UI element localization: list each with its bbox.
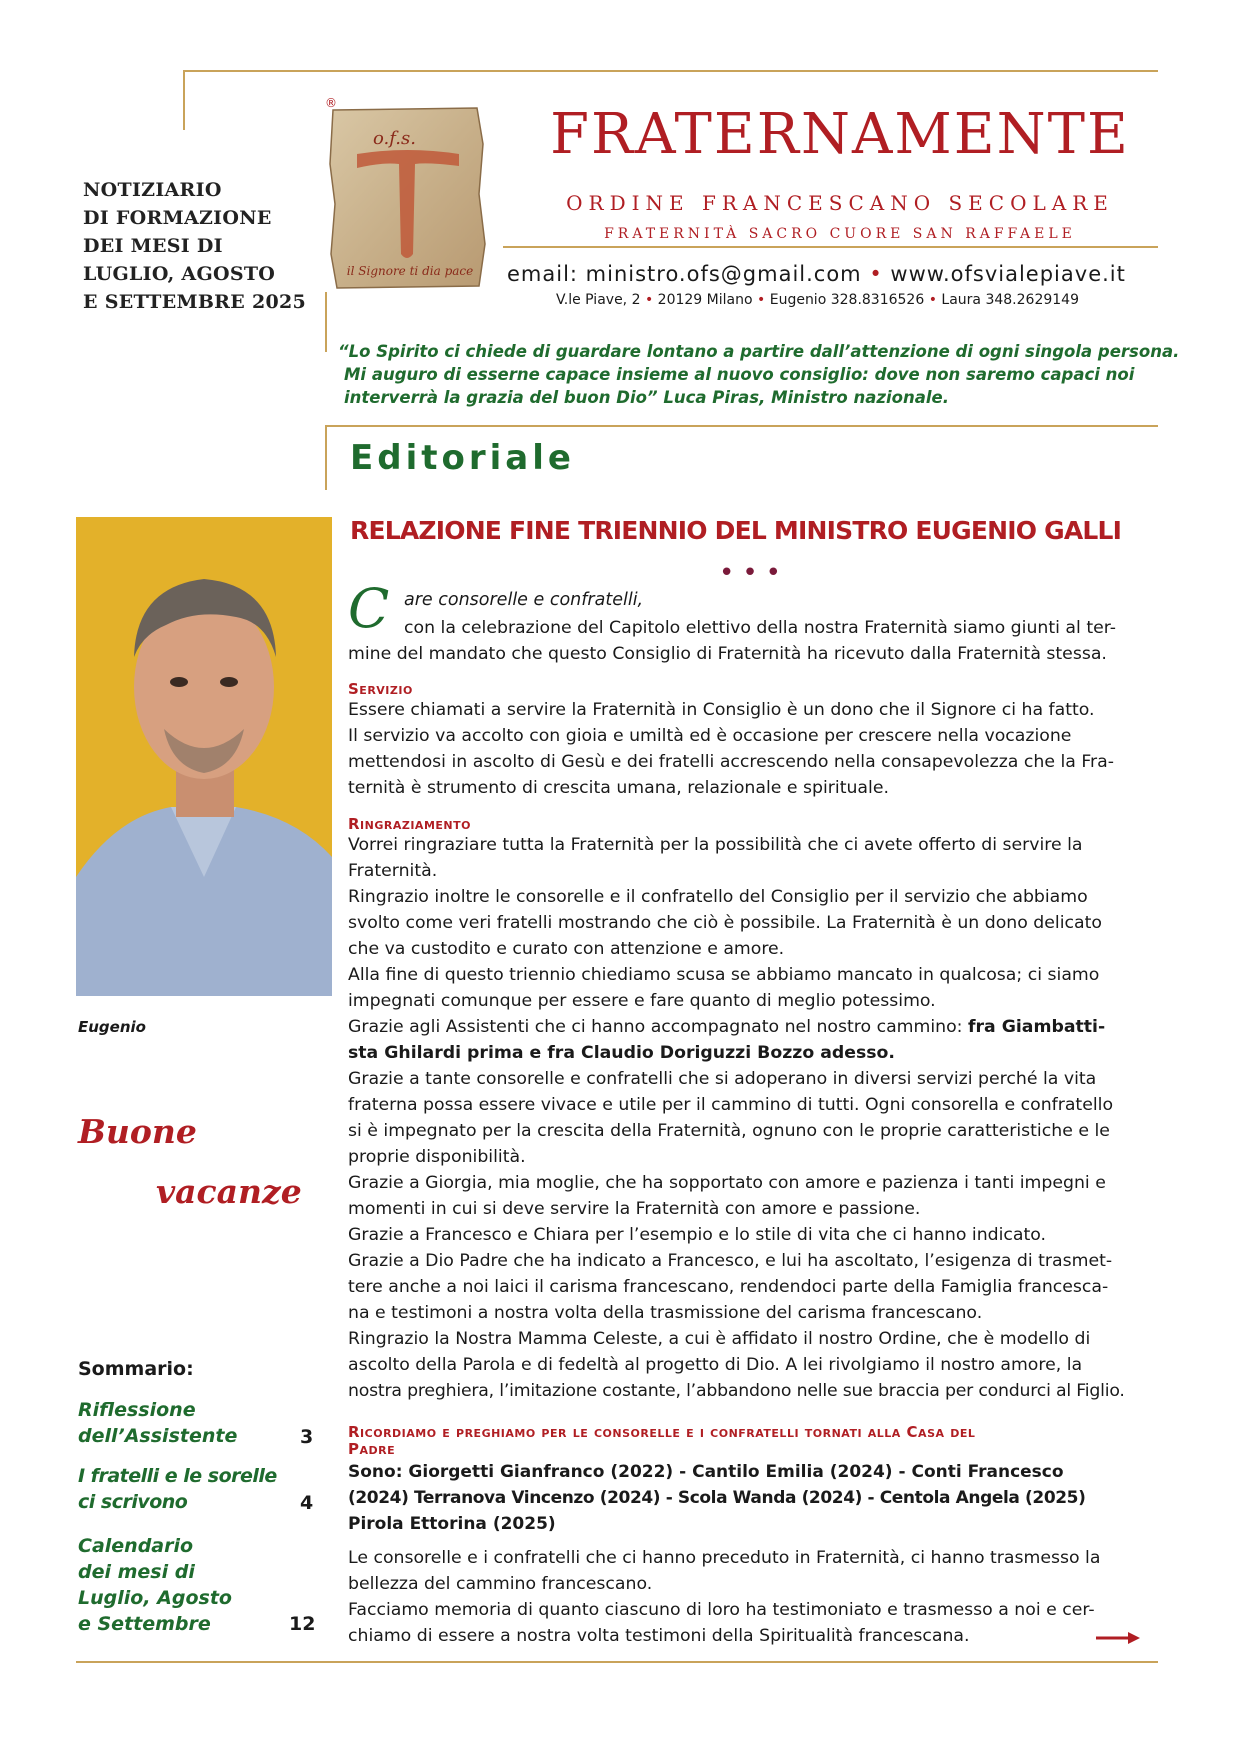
issue-info-line: LUGLIO, AGOSTO (83, 263, 276, 285)
text-line: Fraternità. (348, 861, 438, 881)
text-line: chiamo di essere a nostra volta testimoni della Spiritualità francescana. (348, 1626, 970, 1646)
logo-bottom-text: il Signore ti dia pace (346, 264, 474, 278)
text-line: bellezza del cammino francescano. (348, 1574, 653, 1594)
article-title: RELAZIONE FINE TRIENNIO DEL MINISTRO EUGENIO GALLI (350, 516, 1122, 545)
names-line: Sono: Giorgetti Gianfranco (2022) - Cantilo Emilia (2024) - Conti Francesco (348, 1462, 1064, 1482)
text-line: ternità è strumento di crescita umana, relazionale e spirituale. (348, 778, 889, 798)
title-underline-rule (503, 246, 1158, 248)
quote-line: Mi auguro di esserne capace insieme al nuovo consiglio: dove non saremo capaci noi (344, 365, 1135, 384)
sommario-page-number: 3 (300, 1426, 314, 1448)
order-name: ORDINE FRANCESCANO SECOLARE (566, 191, 1114, 215)
editoriale-left-rule (325, 425, 327, 490)
issue-info-line: DI FORMAZIONE (83, 207, 272, 229)
text-line: Grazie a Giorgia, mia moglie, che ha sopportato con amore e pazienza i tanti impegni e (348, 1173, 1106, 1193)
separator-dot: • (928, 292, 942, 308)
quote-line: “Lo Spirito ci chiede di guardare lontano a partire dall’attenzione di ogni singola persona. (338, 342, 1180, 361)
newsletter-title: FRATERNAMENTE (550, 102, 1130, 167)
sommario-item-line: Luglio, Agosto (78, 1587, 232, 1609)
text-line: Grazie a Dio Padre che ha indicato a Francesco, e lui ha ascoltato, l’esigenza di trasmet- (348, 1251, 1113, 1271)
text-line (348, 1014, 1148, 1040)
issue-info (83, 176, 307, 316)
separator-dot: • (644, 292, 658, 308)
opening-quote (338, 340, 1180, 409)
assistenti-names: fra Giambatti- (967, 1017, 1106, 1037)
memoria-heading-line: Padre (348, 1440, 396, 1458)
text-line: Essere chiamati a servire la Fraternità in Consiglio è un dono che il Signore ci ha fatto. (348, 700, 1095, 720)
separator-dot: • (757, 292, 770, 308)
greeting-line-2: vacanze (156, 1172, 302, 1211)
names-line: (2024) Terranova Vincenzo (2024) - Scola Wanda (2024) - Centola Angela (2025) (348, 1488, 1086, 1508)
text-line (348, 1040, 1148, 1066)
text-line: momenti in cui si deve servire la Fraternità con amore e passione. (348, 1199, 921, 1219)
ringraziamento-paragraph (348, 832, 1148, 1404)
footer-rule (76, 1661, 1158, 1663)
fraternity-name: FRATERNITÀ SACRO CUORE SAN RAFFAELE (604, 226, 1076, 242)
website-link[interactable]: www.ofsvialepiave.it (890, 262, 1126, 286)
text-line: na e testimoni a nostra volta della trasmissione del carisma francescano. (348, 1303, 983, 1323)
arrow-right-icon[interactable] (1096, 1630, 1140, 1644)
memoria-heading-line: Ricordiamo e preghiamo per le consorelle e i confratelli tornati alla Casa del (348, 1423, 976, 1441)
text-line: fraterna possa essere vivace e utile per il cammino di tutti. Ogni consorella e confratello (348, 1095, 1114, 1115)
contacts-line (507, 262, 1187, 286)
address-city: 20129 Milano (657, 292, 753, 308)
header-left-rule (183, 70, 185, 130)
section-heading-memoria (348, 1424, 1148, 1458)
text-line: nostra preghiera, l’imitazione costante, l’abbandono nelle sue braccia per condurci al Figlio. (348, 1381, 1125, 1401)
sommario-page-number: 4 (300, 1492, 314, 1514)
issue-info-line: NOTIZIARIO (83, 179, 222, 201)
email-link[interactable]: email: ministro.ofs@gmail.com (507, 262, 862, 286)
memoria-names (348, 1459, 1148, 1537)
intro-paragraph (348, 615, 1148, 667)
text-line: mine del mandato che questo Consiglio di Fraternità ha ricevuto dalla Fraternità stessa. (348, 644, 1107, 664)
author-photo (76, 517, 332, 996)
phone-laura: Laura 348.2629149 (941, 292, 1079, 308)
phone-eugenio: Eugenio 328.8316526 (769, 292, 925, 308)
text-line: Le consorelle e i confratelli che ci hanno preceduto in Fraternità, ci hanno trasmesso la (348, 1548, 1101, 1568)
text-line: con la celebrazione del Capitolo elettivo della nostra Fraternità siamo giunti al ter- (404, 618, 1116, 638)
logo-top-text: o.f.s. (373, 128, 416, 149)
assistenti-text: Grazie agli Assistenti che ci hanno accompagnato nel nostro cammino: (348, 1017, 968, 1037)
quote-left-rule (325, 292, 327, 352)
text-line: Vorrei ringraziare tutta la Fraternità per la possibilità che ci avete offerto di servire la (348, 835, 1083, 855)
sommario-item-line: ci scrivono (78, 1491, 188, 1513)
text-line: Alla fine di questo triennio chiediamo scusa se abbiamo mancato in qualcosa; ci siamo (348, 965, 1100, 985)
address-line (556, 292, 1196, 308)
text-line: ascolto della Parola e di fedeltà al progetto di Dio. A lei rivolgiamo il nostro amore, la (348, 1355, 1083, 1375)
sommario-item[interactable] (78, 1533, 318, 1637)
issue-info-line: E SETTEMBRE 2025 (83, 291, 307, 313)
salutation: are consorelle e confratelli, (404, 590, 644, 610)
sommario-item-line: Riflessione (78, 1399, 196, 1421)
text-line: Il servizio va accolto con gioia e umiltà ed è occasione per crescere nella vocazione (348, 726, 1072, 746)
text-line: mettendosi in ascolto di Gesù e dei fratelli accrescendo nella consapevolezza che la Fra- (348, 752, 1114, 772)
section-heading-ringraziamento: Ringraziamento (348, 815, 471, 833)
issue-info-line: DEI MESI DI (83, 235, 223, 257)
sommario-item[interactable] (78, 1397, 318, 1449)
sommario-item-line: I fratelli e le sorelle (78, 1465, 277, 1487)
greeting-line-1: Buone (78, 1112, 197, 1151)
closing-paragraph (348, 1545, 1148, 1649)
section-title: Editoriale (350, 438, 575, 478)
text-line: Grazie a tante consorelle e confratelli che si adoperano in diversi servizi perché la vita (348, 1069, 1097, 1089)
text-line: che va custodito e curato con attenzione e amore. (348, 939, 785, 959)
photo-caption: Eugenio (78, 1018, 146, 1036)
address-street: V.le Piave, 2 (556, 292, 641, 308)
ofs-logo (325, 96, 487, 290)
quote-bottom-rule (325, 425, 1158, 427)
sommario-item-line: dei mesi di (78, 1561, 195, 1583)
quote-line: interverrà la grazia del buon Dio” Luca Piras, Ministro nazionale. (344, 388, 949, 407)
sommario-item[interactable] (78, 1463, 318, 1515)
header-top-rule (183, 70, 1158, 72)
sommario-item-line: Calendario (78, 1535, 194, 1557)
section-heading-servizio: Servizio (348, 680, 413, 698)
text-line: Ringrazio la Nostra Mamma Celeste, a cui è affidato il nostro Ordine, che è modello di (348, 1329, 1091, 1349)
title-ornament: ••• (719, 558, 790, 588)
text-line: svolto come veri fratelli mostrando che ciò è possibile. La Fraternità è un dono delicato (348, 913, 1102, 933)
sommario-item-line: e Settembre (78, 1613, 211, 1635)
text-line: Ringrazio inoltre le consorelle e il confratello del Consiglio per il servizio che abbiamo (348, 887, 1088, 907)
drop-cap: C (348, 577, 390, 640)
sommario-heading: Sommario: (78, 1358, 194, 1380)
separator-dot: • (869, 262, 891, 286)
sommario-item-line: dell’Assistente (78, 1425, 238, 1447)
text-line: tere anche a noi laici il carisma francescano, rendendoci parte della Famiglia francesca- (348, 1277, 1109, 1297)
sommario-page-number: 12 (289, 1613, 316, 1635)
registered-mark: ® (325, 96, 337, 110)
text-line: Facciamo memoria di quanto ciascuno di loro ha testimoniato e trasmesso a noi e cer- (348, 1600, 1095, 1620)
assistenti-names: sta Ghilardi prima e fra Claudio Doriguzzi Bozzo adesso. (348, 1043, 895, 1063)
text-line: proprie disponibilità. (348, 1147, 526, 1167)
text-line: si è impegnato per la crescita della Fraternità, ognuno con le proprie caratteristiche e le (348, 1121, 1110, 1141)
names-line: Pirola Ettorina (2025) (348, 1514, 556, 1534)
text-line: impegnati comunque per essere e fare quanto di meglio potessimo. (348, 991, 936, 1011)
text-line: Grazie a Francesco e Chiara per l’esempio e lo stile di vita che ci hanno indicato. (348, 1225, 1047, 1245)
servizio-paragraph (348, 697, 1148, 801)
